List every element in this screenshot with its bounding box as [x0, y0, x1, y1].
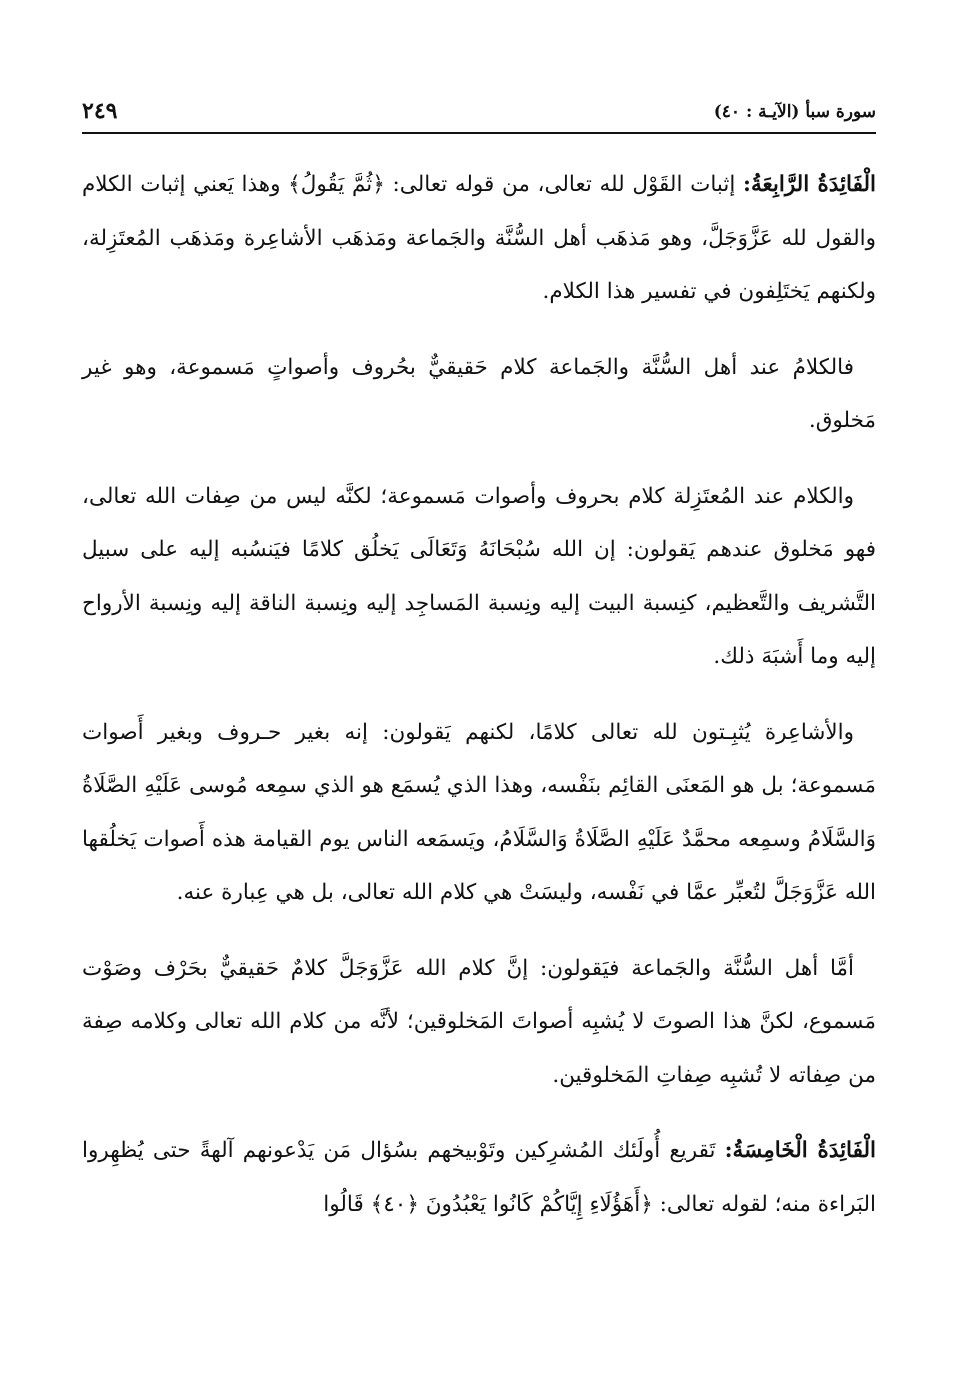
running-title: سورة سبأ (الآيـة : ٤٠): [713, 102, 876, 122]
paragraph-mutazila-view: [82, 470, 876, 684]
page-header: [82, 96, 876, 134]
paragraph-text: أمَّا أهل السُّنَّة والجَماعة فيَقولون: إنَّ كلام الله عَزَّوَجَلَّ كلامٌ حَقيقيٌّ بحَرْف وصَوْت مَسموع، لكنَّ هذا الصوتَ لا يُشبِه أصواتَ المَخلوقين؛ لأنَّه من كلام الله تعالى وكلامه صِفة من صِفاته لا تُشبِه صِفاتِ المَخلوقين.: [82, 955, 876, 1088]
paragraph-sunnah-view: [82, 341, 876, 448]
paragraph-fifth-benefit: [82, 1124, 876, 1231]
benefit-label: الْفَائِدَةُ الْخَامِسَةُ:: [724, 1138, 876, 1163]
paragraph-text: تَقريع أُولَئك المُشرِكين وتَوْبيخهم بسُؤال مَن يَدْعونهم آلهةً حتى يُظهِروا البَراءة منه؛ لقوله تعالى: ﴿أَهَؤُلَاءِ إِيَّاكُمْ كَانُوا يَعْبُدُونَ ﴿٤٠﴾ قَالُوا: [82, 1138, 876, 1217]
paragraph-text: فالكلامُ عند أهل السُّنَّة والجَماعة كلام حَقيقيٌّ بحُروف وأصواتٍ مَسموعة، وهو غير مَخلوق.: [82, 354, 876, 433]
paragraph-text: والأشاعِرة يُثبِـتون لله تعالى كلامًا، لكنهم يَقولون: إنه بغير حـروف وبغير أَصوات مَسموعة؛ بل هو المَعنَى القائِم بنَفْسه، وهذا الذي يُسمَع هو الذي سمِعه مُوسى عَلَيْهِ الصَّلَاةُ وَالسَّلَامُ وسمِعه محمَّدٌ عَلَيْهِ الصَّلَاةُ وَالسَّلَامُ، ويَسمَعه الناس يوم القيامة هذه أَصوات يَخلُقها الله عَزَّوَجَلَّ لتُعبِّر عمَّا في نَفْسه، وليسَتْ هي كلام الله تعالى، بل هي عِبارة عنه.: [82, 719, 876, 905]
page-body: [82, 158, 876, 1253]
paragraph-sunnah-summary: [82, 942, 876, 1103]
paragraph-text: والكلام عند المُعتَزِلة كلام بحروف وأصوات مَسموعة؛ لكنَّه ليس من صِفات الله تعالى، فهو مَخلوق عندهم يَقولون: إن الله سُبْحَانَهُ وَتَعَالَى يَخلُق كلامًا فيَنسُبه إليه على سبيل التَّشريف والتَّعظيم، كنِسبة البيت إليه ونِسبة المَساجِد إليه ونِسبة الناقة إليه ونِسبة الأرواح إليه وما أَشبَهَ ذلك.: [82, 483, 876, 669]
paragraph-ashaira-view: [82, 706, 876, 920]
benefit-label: الْفَائِدَةُ الرَّابِعَةُ:: [743, 172, 877, 197]
page-number: ٢٤٩: [82, 98, 118, 124]
paragraph-text: إثبات القَوْل لله تعالى، من قوله تعالى: ﴿ثُمَّ يَقُولُ﴾ وهذا يَعني إثبات الكلام والقول لله عَزَّوَجَلَّ، وهو مَذهَب أهل السُّنَّة والجَماعة ومَذهَب الأشاعِرة ومَذهَب المُعتَزِلة، ولكنهم يَختَلِفون في تفسير هذا الكلام.: [82, 172, 876, 304]
paragraph-fourth-benefit: [82, 158, 876, 319]
